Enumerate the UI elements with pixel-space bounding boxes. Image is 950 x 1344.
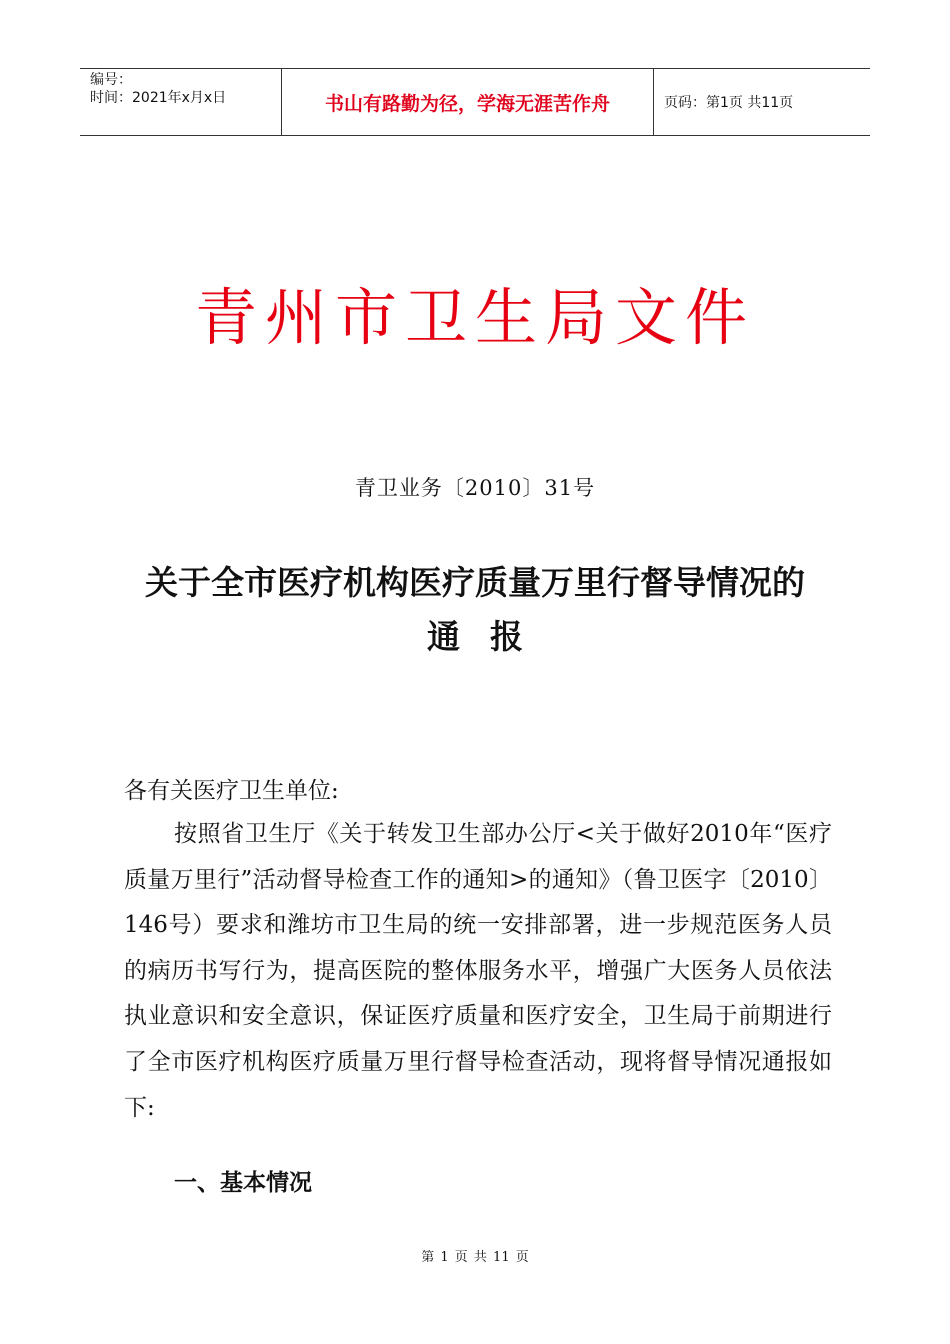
document-heading [0,556,950,664]
body-paragraph: 按照省卫生厅《关于转发卫生部办公厅<关于做好2010年“医疗质量万里行”活动督导检查工作的通知>的通知》（鲁卫医字〔2010〕146号）要求和潍坊市卫生局的统一安排部署，进一步规范医务人员的病历书写行为，提高医院的整体服务水平，增强广大医务人员依法执业意识和安全意识，保证医疗质量和医疗安全，卫生局于前期进行了全市医疗机构医疗质量万里行督导检查活动，现将督导情况通报如下: [124,821,832,1121]
section-heading-basic: 一、基本情况 [174,1170,312,1196]
header-motto-cell [282,69,654,135]
motto-text: 书山有路勤为径，学海无涯苦作舟 [324,92,610,115]
heading-line-1: 关于全市医疗机构医疗质量万里行督导情况的 [145,563,805,602]
header-table [80,68,870,136]
page-footer: 第 1 页 共 11 页 [421,1250,529,1265]
heading-line-2: 通报 [427,617,553,656]
page-info: 页码：第1页 共11页 [664,95,794,111]
header-page-cell [654,69,870,135]
issuer-title: 青州市卫生局文件 [194,281,755,354]
time-label: 时间：2021年x月x日 [90,90,227,106]
code-label: 编号： [90,72,132,88]
header-meta-cell [80,69,282,135]
document-number: 青卫业务〔2010〕31号 [354,476,596,500]
salutation: 各有关医疗卫生单位: [124,778,339,804]
